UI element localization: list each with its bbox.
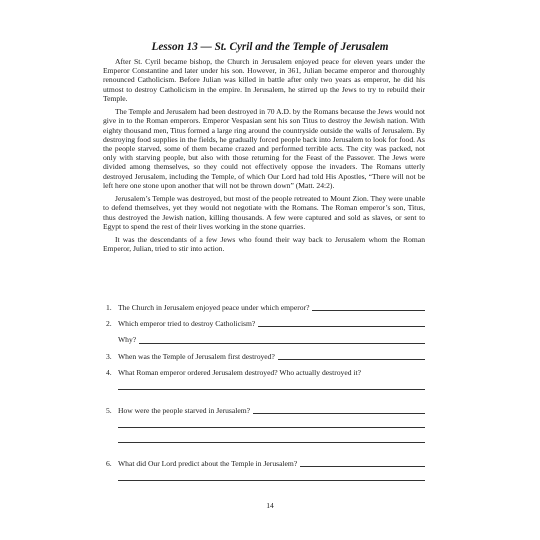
question-number: 3. [106, 351, 112, 361]
lesson-text [103, 57, 425, 258]
answer-line[interactable] [253, 406, 425, 414]
question-number: 6. [106, 459, 112, 469]
answer-line[interactable] [118, 441, 425, 443]
question-4 [106, 368, 425, 377]
answer-line[interactable] [312, 303, 425, 311]
answer-line[interactable] [118, 426, 425, 428]
answer-line[interactable] [278, 352, 425, 360]
question-6 [106, 459, 425, 468]
paragraph-2: The Temple and Jerusalem had been destroyed in 70 A.D. by the Romans because the Jews would not give in to the Roman emperors. Emperor Vespasian sent his son Titus to destroy the Jewish nation. With eighty thousand men, Titus formed a large ring around the countryside outside the walls of Jerusalem. By destroying food supplies in the fields, he gradually forced people back into Jerusalem to look for food. As the people starved, some of them became crazed and performed terrible acts. The city was packed, not only with starving people, but also with those returning for the Feast of the Passover. The Jews were divided among themselves, so they could not effectively oppose the invaders. The Romans utterly destroyed Jerusalem, including the Temple, of which Our Lord had told His Apostles, “There will not be left here one stone upon another that will not be thrown down” (Matt. 24:2). [103, 107, 425, 190]
question-2 [106, 319, 425, 328]
question-number: 1. [106, 303, 112, 312]
paragraph-3: Jerusalem’s Temple was destroyed, but most of the people retreated to Mount Zion. They were unable to defend themselves, yet they would not negotiate with the Romans. The Roman emperor’s son, Titus, thus destroyed the Jewish nation, killing thousands. A few were captured and sold as slaves, or sent to Egypt to spend the rest of their lives working in the stone quarries. [103, 194, 425, 231]
paragraph-4: It was the descendants of a few Jews who found their way back to Jerusalem whom the Roman Emperor, Julian, tried to stir into action. [103, 235, 425, 254]
page-number: 14 [266, 501, 274, 510]
lesson-title: Lesson 13 — St. Cyril and the Temple of Jerusalem [151, 41, 389, 53]
question-number: 4. [106, 367, 112, 377]
question-text: What did Our Lord predict about the Temple in Jerusalem? [118, 459, 298, 469]
question-text: When was the Temple of Jerusalem first destroyed? [118, 351, 275, 361]
question-text: Which emperor tried to destroy Catholicism? [118, 319, 256, 329]
question-2-followup [118, 335, 425, 344]
question-5 [106, 406, 425, 415]
question-text: What Roman emperor ordered Jerusalem destroyed? Who actually destroyed it? [118, 367, 361, 377]
question-number: 5. [106, 406, 112, 416]
answer-line[interactable] [139, 336, 425, 344]
question-text: How were the people starved in Jerusalem? [118, 406, 250, 416]
question-text: The Church in Jerusalem enjoyed peace under which emperor? [118, 303, 310, 312]
answer-line[interactable] [300, 459, 425, 467]
followup-text: Why? [118, 335, 137, 345]
question-list [106, 303, 425, 481]
paragraph-1: After St. Cyril became bishop, the Church in Jerusalem enjoyed peace for eleven years under the Emperor Constantine and later under his son. However, in 361, Julian became emperor and thoroughly renounced Catholicism. Before Julian was killed in battle after only two years as emperor, he did his utmost to destroy Catholicism in the empire. In Jerusalem, he stirred up the Jews to try to rebuild their Temple. [103, 57, 425, 103]
answer-line[interactable] [118, 388, 425, 390]
question-3 [106, 352, 425, 361]
answer-line[interactable] [258, 319, 425, 327]
question-1 [106, 303, 425, 312]
question-number: 2. [106, 319, 112, 329]
answer-line[interactable] [118, 479, 425, 481]
